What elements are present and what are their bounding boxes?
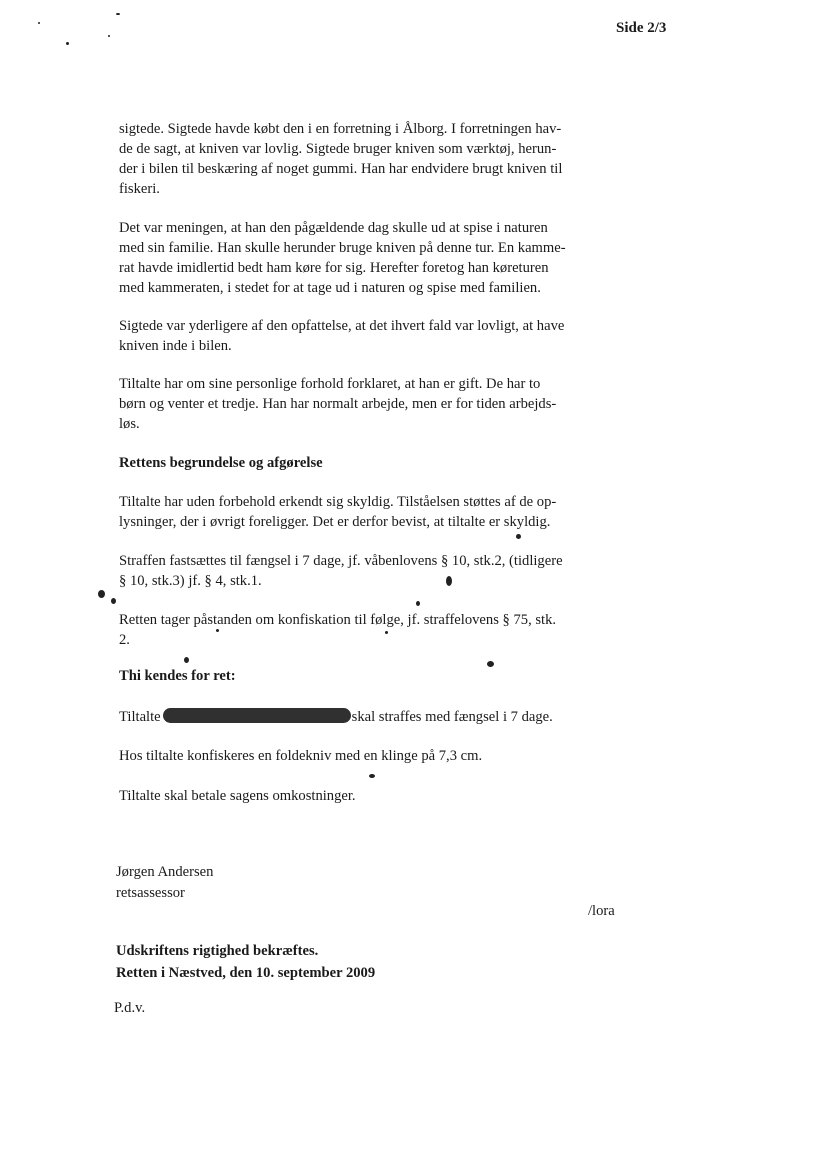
- text-line: fiskeri.: [119, 181, 160, 197]
- redacted-name-block: [163, 708, 351, 723]
- text-line: 2.: [119, 632, 130, 648]
- text-line: Straffen fastsættes til fængsel i 7 dage, jf. våbenlovens § 10, stk.2, (tidligere: [119, 553, 563, 569]
- scan-speck: [487, 661, 494, 667]
- paragraph-confession: [119, 492, 556, 532]
- scan-speck: [385, 631, 388, 634]
- text-line: der i bilen til beskæring af noget gummi. Han har endvidere brugt kniven til: [119, 161, 563, 177]
- certification-line: Udskriftens rigtighed bekræftes.: [116, 943, 319, 959]
- section-heading-reasons: Rettens begrundelse og afgørelse: [119, 455, 323, 471]
- scan-speck: [108, 35, 110, 37]
- paragraph-personal-circumstances: [119, 374, 556, 434]
- signature-block: [116, 862, 213, 904]
- text-line: børn og venter et tredje. Han har normalt arbejde, men er for tiden arbejds-: [119, 396, 557, 412]
- certification-block: [116, 940, 375, 984]
- text-line: med kammeraten, i stedet for at tage ud i naturen og spise med familien.: [119, 280, 541, 296]
- scan-speck: [116, 13, 120, 15]
- scan-speck: [446, 576, 452, 586]
- text-line: Tiltalte har om sine personlige forhold forklaret, at han er gift. De har to: [119, 376, 541, 392]
- text-line: sigtede. Sigtede havde købt den i en forretning i Ålborg. I forretningen hav-: [119, 121, 562, 137]
- text-line: Sigtede var yderligere af den opfattelse, at det ihvert fald var lovligt, at have: [119, 318, 565, 334]
- text-line: Tiltalte skal betale sagens omkostninger.: [119, 788, 356, 804]
- text-line: Det var meningen, at han den pågældende dag skulle ud at spise i naturen: [119, 220, 548, 236]
- signatory-title: retsassessor: [116, 885, 185, 901]
- scan-speck: [416, 601, 420, 606]
- paragraph-knife-purchase: [119, 119, 562, 199]
- verdict-prefix: Tiltalte: [119, 709, 161, 725]
- scan-speck: [369, 774, 375, 778]
- scan-speck: [66, 42, 69, 45]
- verdict-suffix: skal straffes med fængsel i 7 dage.: [351, 709, 553, 725]
- text-line: Retten tager påstanden om konfiskation til følge, jf. straffelovens § 75, stk.: [119, 612, 557, 628]
- typist-initials: /lora: [588, 903, 615, 919]
- text-line: § 10, stk.3) jf. § 4, stk.1.: [119, 573, 262, 589]
- verdict-line: [119, 707, 553, 727]
- text-line: Tiltalte har uden forbehold erkendt sig skyldig. Tilståelsen støttes af de op-: [119, 494, 557, 510]
- verdict-sentence-line: [119, 707, 553, 727]
- text-line: lysninger, der i øvrigt foreligger. Det er derfor bevist, at tiltalte er skyldig.: [119, 514, 551, 530]
- certification-line: Retten i Næstved, den 10. september 2009: [116, 965, 376, 981]
- scan-speck: [184, 657, 189, 663]
- scan-speck: [216, 629, 219, 632]
- paragraph-intended-trip: [119, 218, 566, 298]
- verdict-confiscation-line: [119, 746, 482, 766]
- text-line: med sin familie. Han skulle herunder bruge kniven på denne tur. En kamme-: [119, 240, 566, 256]
- signatory-name: Jørgen Andersen: [116, 864, 214, 880]
- section-heading-verdict: Thi kendes for ret:: [119, 668, 236, 684]
- page-number: Side 2/3: [616, 20, 667, 36]
- scan-speck: [111, 598, 116, 604]
- footer-note: P.d.v.: [114, 1000, 146, 1016]
- scan-speck: [38, 22, 40, 24]
- scan-speck: [98, 590, 105, 598]
- text-line: kniven inde i bilen.: [119, 338, 232, 354]
- text-line: Hos tiltalte konfiskeres en foldekniv med en klinge på 7,3 cm.: [119, 748, 483, 764]
- scan-speck: [516, 534, 521, 539]
- text-line: rat havde imidlertid bedt ham køre for sig. Herefter foretog han køreturen: [119, 260, 549, 276]
- text-line: løs.: [119, 416, 140, 432]
- verdict-costs-line: [119, 786, 356, 806]
- text-line: de de sagt, at kniven var lovlig. Sigtede bruger kniven som værktøj, herun-: [119, 141, 557, 157]
- paragraph-confiscation: [119, 610, 556, 650]
- paragraph-sentence: [119, 551, 563, 591]
- paragraph-legality-opinion: [119, 316, 564, 356]
